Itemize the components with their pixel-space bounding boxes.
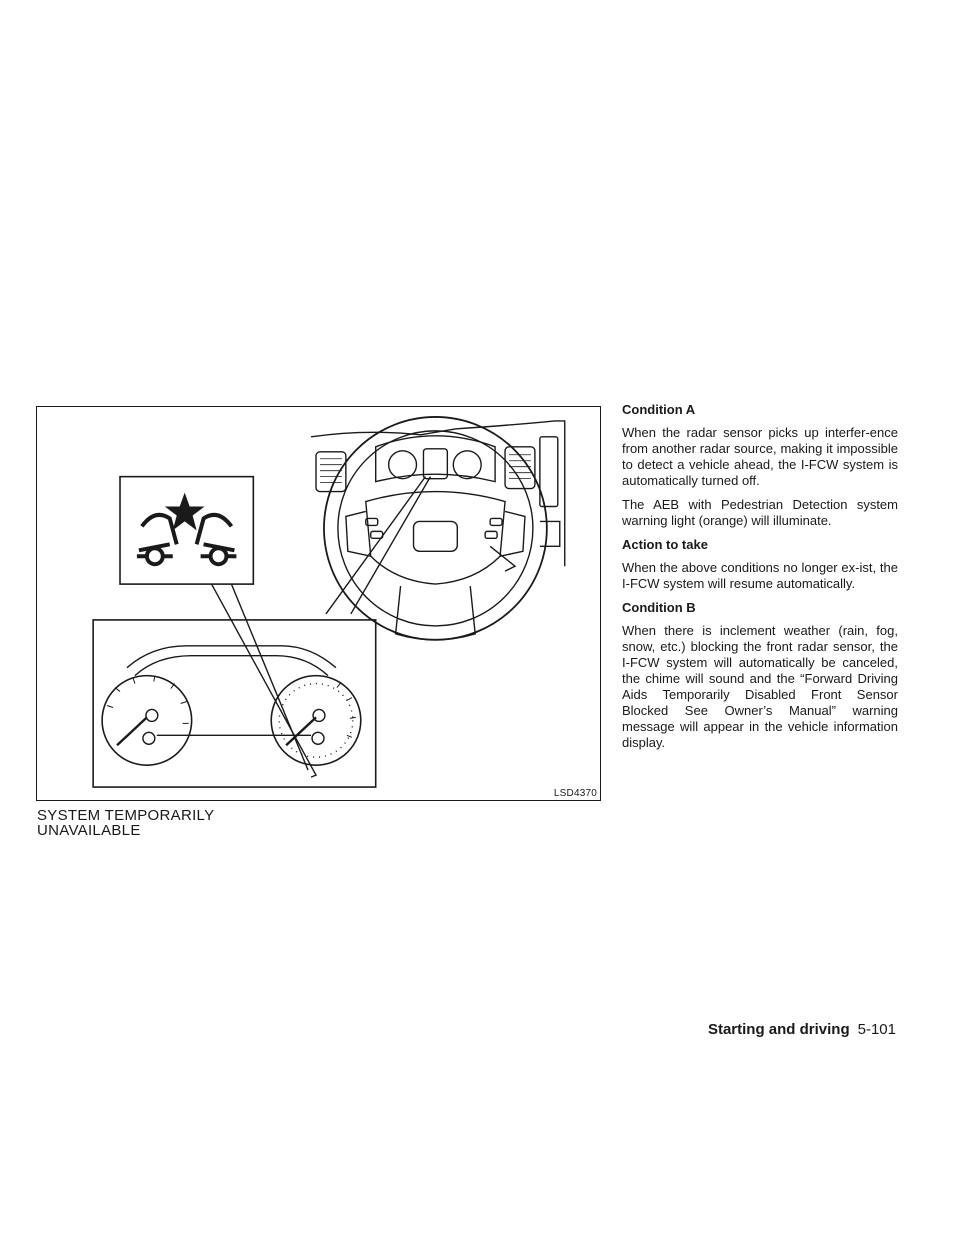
condition-a-paragraph: When the radar sensor picks up interfer-ence from another radar source, making it impossible to detect a vehicle ahead, the I-FCW system is automatically turned off.: [622, 425, 898, 488]
condition-b-paragraph: When there is inclement weather (rain, fog, snow, etc.) blocking the front radar sensor, the I-FCW system will automatically be canceled, the chime will sound and the “Forward Driving Aids Temporarily Disabled Front Sensor Blocked See Owner’s Manual” warning message will appear in the vehicle information display.: [622, 623, 898, 750]
page-footer: [708, 1021, 896, 1038]
condition-a-heading: Condition A: [622, 402, 696, 417]
section-title: Starting and driving: [707, 1021, 850, 1038]
action-paragraph: When the above conditions no longer ex-ist, the I-FCW system will resume automatically.: [622, 560, 898, 591]
figure-code: LSD4370: [553, 788, 597, 799]
action-heading: Action to take: [622, 537, 708, 552]
dashboard-illustration: [37, 407, 600, 800]
figure-caption: [37, 808, 337, 838]
body-text-column: [622, 402, 898, 759]
page-number: 5-101: [857, 1021, 896, 1038]
caption-line-2: UNAVAILABLE: [37, 822, 141, 839]
illustration-figure: [36, 406, 601, 801]
aeb-warning-paragraph: The AEB with Pedestrian Detection system warning light (orange) will illuminate.: [622, 497, 898, 528]
caption-line-1: SYSTEM TEMPORARILY: [37, 807, 215, 824]
condition-b-heading: Condition B: [622, 600, 696, 615]
